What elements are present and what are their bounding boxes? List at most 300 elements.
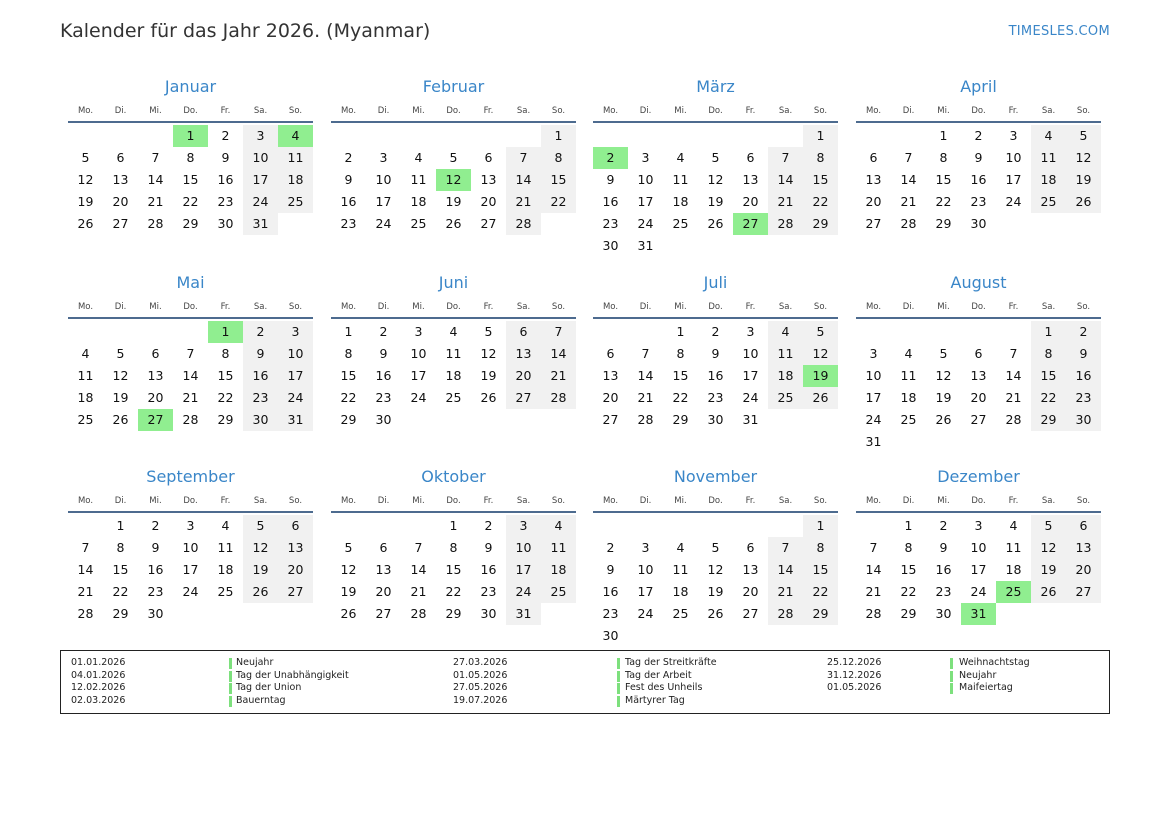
day-cell: 3 [1009,128,1018,143]
day-cell: 5 [243,515,278,537]
weekday-header: Di. [377,302,390,312]
weekday-header: Fr. [483,106,494,116]
day-cell: 23 [147,584,164,599]
day-cell: 13 [1066,537,1101,559]
day-cell: 23 [1066,387,1101,409]
weekday-header: Do. [708,496,723,506]
day-cell: 2 [243,321,278,343]
legend-marker [617,658,620,669]
day-cell: 21 [147,194,164,209]
day-cell: 29 [445,606,462,621]
day-cell: 18 [1005,562,1022,577]
day-cell: 1 [803,515,838,537]
day-cell: 31 [243,213,278,235]
weekday-header: Sa. [253,302,268,312]
day-cell: 31 [865,434,882,449]
day-cell: 21 [637,390,654,405]
day-cell: 9 [243,343,278,365]
legend-date: 27.05.2026 [453,682,508,693]
day-cell: 14 [1005,368,1022,383]
day-cell: 28 [410,606,427,621]
day-cell: 31 [742,412,759,427]
day-cell: 30 [602,628,619,643]
day-cell: 4 [449,324,458,339]
weekday-header: Mo. [865,302,882,312]
month-divider [856,511,1101,513]
holiday-day-cell: 4 [278,125,313,147]
month-divider [68,121,313,123]
month-block [856,77,1101,264]
day-cell: 20 [742,194,759,209]
day-cell: 30 [217,216,234,231]
weekday-header: Fr. [220,302,231,312]
day-cell: 8 [541,147,576,169]
day-cell: 9 [606,172,615,187]
day-cell: 10 [637,172,654,187]
day-cell: 13 [970,368,987,383]
day-cell: 3 [243,125,278,147]
day-cell: 24 [506,581,541,603]
day-cell: 22 [340,390,357,405]
day-cell: 26 [1066,191,1101,213]
day-cell: 1 [541,125,576,147]
weekday-header: Di. [114,106,127,116]
day-cell: 28 [865,606,882,621]
day-cell: 15 [935,172,952,187]
day-cell: 14 [768,169,803,191]
weekday-header: So. [813,106,828,116]
day-cell: 8 [116,540,125,555]
day-cell: 2 [379,324,388,339]
day-cell: 28 [506,213,541,235]
day-cell: 10 [970,540,987,555]
legend-date: 27.03.2026 [453,657,508,668]
day-cell: 16 [1066,365,1101,387]
day-cell: 17 [278,365,313,387]
weekday-header: Di. [639,496,652,506]
weekday-header: So. [551,302,566,312]
weekday-header: Sa. [1041,106,1056,116]
day-cell: 17 [865,390,882,405]
weekday-header: Sa. [778,496,793,506]
day-cell: 8 [904,540,913,555]
day-cell: 19 [480,368,497,383]
day-cell: 19 [707,194,724,209]
day-cell: 9 [1066,343,1101,365]
weekday-header: Di. [377,106,390,116]
weekday-header: Di. [902,302,915,312]
day-cell: 29 [900,606,917,621]
day-cell: 30 [602,238,619,253]
day-cell: 3 [641,540,650,555]
day-cell: 19 [77,194,94,209]
day-cell: 3 [746,324,755,339]
day-cell: 12 [112,368,129,383]
weekday-header: Mi. [412,302,425,312]
day-cell: 28 [182,412,199,427]
day-cell: 24 [970,584,987,599]
day-cell: 28 [541,387,576,409]
day-cell: 2 [1066,321,1101,343]
day-cell: 7 [541,321,576,343]
day-cell: 27 [865,216,882,231]
day-cell: 17 [375,194,392,209]
day-cell: 17 [1005,172,1022,187]
day-cell: 24 [182,584,199,599]
day-cell: 7 [904,150,913,165]
day-cell: 11 [1005,540,1022,555]
day-cell: 26 [112,412,129,427]
month-title: Mai [176,273,205,292]
month-divider [856,121,1101,123]
day-cell: 14 [900,172,917,187]
day-cell: 22 [935,194,952,209]
day-cell: 31 [637,238,654,253]
day-cell: 5 [1066,125,1101,147]
holiday-day-cell: 27 [138,409,173,431]
weekday-header: So. [1076,496,1091,506]
legend-holiday-name: Tag der Arbeit [625,670,692,681]
day-cell: 14 [147,172,164,187]
day-cell: 29 [935,216,952,231]
day-cell: 1 [803,125,838,147]
day-cell: 20 [602,390,619,405]
day-cell: 17 [637,194,654,209]
day-cell: 25 [445,390,462,405]
month-divider [593,317,838,319]
day-cell: 17 [243,169,278,191]
weekday-header: Di. [114,302,127,312]
weekday-header: Do. [446,302,461,312]
day-cell: 1 [939,128,948,143]
day-cell: 19 [340,584,357,599]
day-cell: 16 [602,194,619,209]
day-cell: 14 [541,343,576,365]
day-cell: 18 [672,584,689,599]
day-cell: 20 [375,584,392,599]
day-cell: 27 [602,412,619,427]
day-cell: 8 [676,346,685,361]
day-cell: 22 [541,191,576,213]
weekday-header: Do. [971,496,986,506]
day-cell: 22 [803,191,838,213]
day-cell: 9 [221,150,230,165]
day-cell: 6 [606,346,615,361]
day-cell: 27 [742,606,759,621]
day-cell: 7 [869,540,878,555]
weekday-header: Do. [183,106,198,116]
weekday-header: Sa. [253,496,268,506]
day-cell: 6 [506,321,541,343]
day-cell: 14 [410,562,427,577]
legend-marker [229,683,232,694]
day-cell: 4 [1031,125,1066,147]
day-cell: 13 [480,172,497,187]
month-block [68,467,313,654]
day-cell: 28 [900,216,917,231]
legend-holiday-name: Neujahr [236,657,274,668]
day-cell: 23 [217,194,234,209]
holiday-day-cell: 27 [733,213,768,235]
day-cell: 21 [182,390,199,405]
day-cell: 11 [445,346,462,361]
day-cell: 6 [151,346,160,361]
month-block [331,77,576,264]
holiday-day-cell: 1 [173,125,208,147]
day-cell: 6 [484,150,493,165]
day-cell: 15 [1031,365,1066,387]
weekday-header: Fr. [745,496,756,506]
weekday-header: So. [551,106,566,116]
day-cell: 30 [480,606,497,621]
month-title: Januar [164,77,217,96]
day-cell: 16 [340,194,357,209]
day-cell: 16 [147,562,164,577]
day-cell: 10 [410,346,427,361]
day-cell: 11 [217,540,234,555]
day-cell: 29 [217,412,234,427]
day-cell: 18 [768,365,803,387]
day-cell: 22 [1031,387,1066,409]
day-cell: 6 [746,150,755,165]
day-cell: 25 [541,581,576,603]
weekday-header: Mo. [340,496,357,506]
day-cell: 16 [217,172,234,187]
day-cell: 10 [243,147,278,169]
day-cell: 7 [641,346,650,361]
day-cell: 9 [484,540,493,555]
day-cell: 9 [974,150,983,165]
day-cell: 24 [865,412,882,427]
day-cell: 11 [672,172,689,187]
day-cell: 1 [449,518,458,533]
day-cell: 23 [375,390,392,405]
day-cell: 1 [344,324,353,339]
month-block [331,467,576,654]
weekday-header: Sa. [516,302,531,312]
weekday-header: So. [1076,302,1091,312]
day-cell: 18 [1031,169,1066,191]
day-cell: 22 [445,584,462,599]
day-cell: 3 [869,346,878,361]
legend-date: 25.12.2026 [827,657,882,668]
legend-holiday-name: Tag der Streitkräfte [625,657,717,668]
brand-link[interactable]: TIMESLES.COM [1008,24,1110,39]
day-cell: 10 [506,537,541,559]
weekday-header: Mi. [412,106,425,116]
day-cell: 23 [480,584,497,599]
day-cell: 25 [217,584,234,599]
day-cell: 21 [77,584,94,599]
day-cell: 7 [186,346,195,361]
day-cell: 20 [480,194,497,209]
day-cell: 28 [77,606,94,621]
day-cell: 7 [151,150,160,165]
day-cell: 24 [278,387,313,409]
weekday-header: Mo. [865,106,882,116]
weekday-header: Mo. [77,106,94,116]
day-cell: 2 [606,540,615,555]
day-cell: 8 [344,346,353,361]
day-cell: 29 [1031,409,1066,431]
day-cell: 7 [768,537,803,559]
weekday-header: Di. [902,496,915,506]
weekday-header: Di. [377,496,390,506]
day-cell: 30 [970,216,987,231]
day-cell: 16 [602,584,619,599]
day-cell: 9 [151,540,160,555]
day-cell: 27 [112,216,129,231]
day-cell: 24 [637,216,654,231]
day-cell: 11 [541,537,576,559]
day-cell: 8 [1031,343,1066,365]
day-cell: 20 [865,194,882,209]
weekday-header: Mi. [674,496,687,506]
day-cell: 28 [768,603,803,625]
day-cell: 14 [768,559,803,581]
day-cell: 11 [77,368,94,383]
day-cell: 4 [414,150,423,165]
day-cell: 15 [445,562,462,577]
weekday-header: Fr. [1008,106,1019,116]
day-cell: 12 [707,172,724,187]
day-cell: 6 [116,150,125,165]
day-cell: 13 [147,368,164,383]
weekday-header: Mo. [77,302,94,312]
day-cell: 19 [1066,169,1101,191]
day-cell: 14 [865,562,882,577]
month-divider [331,121,576,123]
day-cell: 12 [480,346,497,361]
weekday-header: So. [813,302,828,312]
day-cell: 28 [637,412,654,427]
day-cell: 1 [1031,321,1066,343]
day-cell: 12 [340,562,357,577]
day-cell: 20 [112,194,129,209]
day-cell: 6 [278,515,313,537]
day-cell: 13 [865,172,882,187]
day-cell: 16 [935,562,952,577]
weekday-header: Mo. [340,106,357,116]
month-title: März [696,77,735,96]
day-cell: 26 [243,581,278,603]
day-cell: 27 [375,606,392,621]
day-cell: 4 [676,150,685,165]
day-cell: 19 [935,390,952,405]
weekday-header: Fr. [220,106,231,116]
weekday-header: Mo. [865,496,882,506]
weekday-header: Fr. [1008,496,1019,506]
day-cell: 11 [1031,147,1066,169]
day-cell: 1 [116,518,125,533]
holiday-day-cell: 31 [961,603,996,625]
month-title: Februar [422,77,485,96]
page-title: Kalender für das Jahr 2026. (Myanmar) [60,20,431,42]
weekday-header: Mo. [602,106,619,116]
month-divider [68,511,313,513]
month-divider [856,317,1101,319]
day-cell: 13 [742,562,759,577]
day-cell: 26 [803,387,838,409]
day-cell: 11 [768,343,803,365]
day-cell: 10 [375,172,392,187]
month-divider [331,317,576,319]
day-cell: 25 [672,216,689,231]
legend-date: 12.02.2026 [71,682,126,693]
day-cell: 4 [1009,518,1018,533]
day-cell: 20 [506,365,541,387]
day-cell: 27 [278,581,313,603]
day-cell: 14 [182,368,199,383]
day-cell: 10 [742,346,759,361]
legend-holiday-name: Weihnachtstag [959,657,1030,668]
day-cell: 20 [278,559,313,581]
day-cell: 12 [1066,147,1101,169]
month-block [593,467,838,654]
month-block [593,273,838,460]
day-cell: 29 [182,216,199,231]
legend-date: 01.05.2026 [453,670,508,681]
day-cell: 5 [344,540,353,555]
day-cell: 18 [541,559,576,581]
day-cell: 28 [1005,412,1022,427]
day-cell: 2 [151,518,160,533]
day-cell: 7 [414,540,423,555]
day-cell: 21 [541,365,576,387]
day-cell: 28 [147,216,164,231]
weekday-header: Fr. [1008,302,1019,312]
day-cell: 13 [278,537,313,559]
day-cell: 8 [449,540,458,555]
day-cell: 8 [221,346,230,361]
day-cell: 9 [939,540,948,555]
weekday-header: Di. [114,496,127,506]
day-cell: 23 [602,216,619,231]
month-block [856,467,1101,654]
legend-holiday-name: Tag der Unabhängigkeit [236,670,349,681]
legend-date: 31.12.2026 [827,670,882,681]
legend-date: 01.01.2026 [71,657,126,668]
day-cell: 24 [243,191,278,213]
day-cell: 11 [410,172,427,187]
day-cell: 5 [484,324,493,339]
day-cell: 23 [340,216,357,231]
day-cell: 26 [340,606,357,621]
weekday-header: Do. [708,302,723,312]
day-cell: 27 [970,412,987,427]
day-cell: 3 [974,518,983,533]
day-cell: 25 [278,191,313,213]
legend-marker [229,658,232,669]
day-cell: 15 [900,562,917,577]
weekday-header: Di. [639,106,652,116]
month-title: August [950,273,1007,292]
day-cell: 6 [1066,515,1101,537]
day-cell: 29 [803,603,838,625]
day-cell: 13 [602,368,619,383]
legend-date: 19.07.2026 [453,695,508,706]
day-cell: 26 [707,606,724,621]
day-cell: 4 [81,346,90,361]
day-cell: 5 [803,321,838,343]
day-cell: 22 [112,584,129,599]
legend-marker [950,683,953,694]
day-cell: 31 [278,409,313,431]
day-cell: 16 [243,365,278,387]
day-cell: 14 [506,169,541,191]
day-cell: 3 [641,150,650,165]
day-cell: 11 [672,562,689,577]
